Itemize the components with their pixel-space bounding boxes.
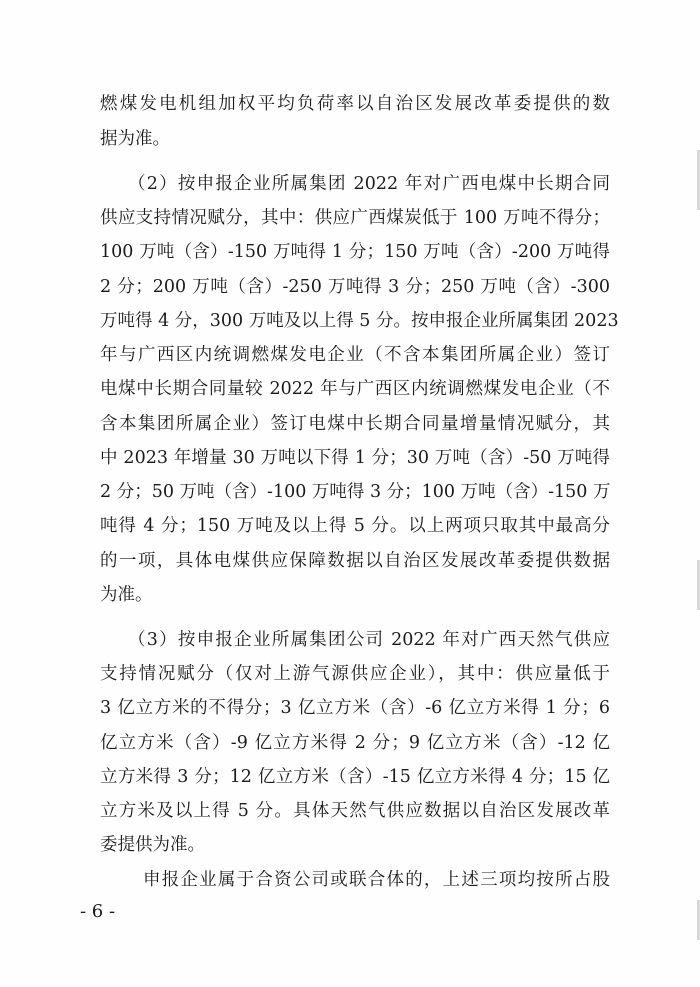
text-line: 3 亿立方米的不得分；3 亿立方米（含）-6 亿立方米得 1 分；6: [100, 698, 610, 718]
text-line: 燃煤发电机组加权平均负荷率以自治区发展改革委提供的数: [100, 94, 610, 114]
text-line: 含本集团所属企业）签订电煤中长期合同量增量情况赋分，其: [100, 414, 610, 434]
text-line: 100 万吨（含）-150 万吨得 1 分；150 万吨（含）-200 万吨得: [100, 242, 610, 262]
paragraph-3-start: （3）按申报企业所属集团公司 2022 年对广西天然气供应: [128, 630, 610, 650]
text-line: 万吨得 4 分，300 万吨及以上得 5 分。按申报企业所属集团 2023: [100, 311, 619, 331]
text-line: 电煤中长期合同量较 2022 年与广西区内统调燃煤发电企业（不: [100, 379, 610, 399]
text-line: 供应支持情况赋分，其中：供应广西煤炭低于 100 万吨不得分；: [100, 208, 610, 228]
text-line: 为准。: [100, 585, 153, 605]
text-line: 立方米得 3 分；12 亿立方米（含）-15 亿立方米得 4 分；15 亿: [100, 767, 610, 787]
text-line: 亿立方米（含）-9 亿立方米得 2 分；9 亿立方米（含）-12 亿: [100, 733, 610, 753]
text-line: 立方米及以上得 5 分。具体天然气供应数据以自治区发展改革: [100, 801, 610, 821]
text-line: 2 分；50 万吨（含）-100 万吨得 3 分；100 万吨（含）-150 万: [100, 482, 611, 502]
page-number: - 6 -: [80, 901, 116, 922]
text-line: 年与广西区内统调燃煤发电企业（不含本集团所属企业）签订: [100, 345, 610, 365]
text-line: 2 分；200 万吨（含）-250 万吨得 3 分；250 万吨（含）-300: [100, 277, 610, 297]
text-line: 据为准。: [100, 129, 170, 149]
paragraph-4-start: 申报企业属于合资公司或联合体的，上述三项均按所占股: [143, 870, 610, 890]
paragraph-2-start: （2）按申报企业所属集团 2022 年对广西电煤中长期合同: [128, 174, 610, 194]
text-line: 支持情况赋分（仅对上游气源供应企业），其中：供应量低于: [100, 664, 610, 684]
text-line: 中 2023 年增量 30 万吨以下得 1 分；30 万吨（含）-50 万吨得: [100, 448, 610, 468]
text-line: 吨得 4 分；150 万吨及以上得 5 分。以上两项只取其中最高分: [100, 516, 610, 536]
text-line: 委提供为准。: [100, 835, 205, 855]
text-line: 的一项，具体电煤供应保障数据以自治区发展改革委提供数据: [100, 551, 610, 571]
